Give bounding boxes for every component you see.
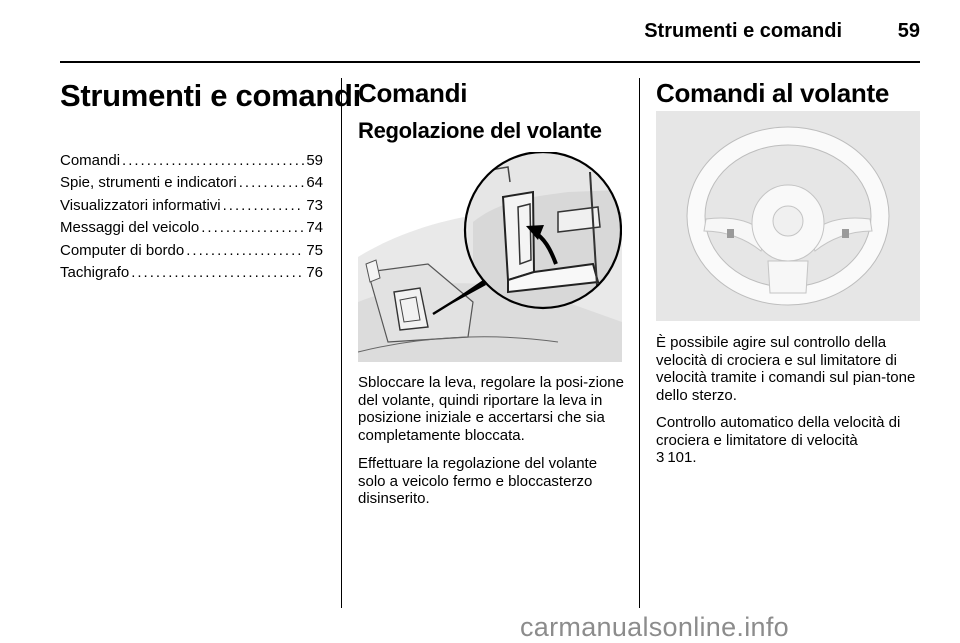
toc-entry[interactable] [60,195,323,217]
toc-entry[interactable] [60,262,323,284]
body-text: Controllo automatico della velocità di crociera e limitatore di velocità [656,414,901,449]
table-of-contents [60,150,323,284]
body-paragraph [656,414,922,467]
toc-entry[interactable] [60,217,323,239]
section-heading-steering-controls: Comandi al volante [656,78,889,108]
chapter-title: Strumenti e comandi [60,78,361,113]
toc-page: 73 [306,196,323,214]
toc-page: 75 [306,241,323,259]
toc-entry[interactable] [60,150,323,172]
toc-label: Messaggi del veicolo [60,219,200,237]
steering-wheel-icon [656,111,920,321]
page-number: 59 [897,20,920,42]
header-divider [60,61,920,63]
toc-leader [186,240,304,262]
subsection-heading-steering-adjust: Regolazione del volante [358,118,602,143]
toc-page: 64 [306,174,323,192]
body-paragraph: Sbloccare la leva, regolare la posi-zione del volante, quindi riportare la leva in posizione iniziale e accertarsi che sia completamente bloccata. [358,374,624,444]
column-divider-right [639,78,640,608]
toc-label: Comandi [60,152,121,169]
toc-page: 74 [306,219,323,237]
toc-label: Tachigrafo [60,264,130,282]
toc-label: Spie, strumenti e indicatori [60,174,237,192]
toc-label: Computer di bordo [60,241,185,259]
page-reference-link[interactable]: 101. [667,449,697,466]
body-paragraph: È possibile agire sul controllo della velocità di crociera e sul limitatore di velocità tramite i comandi sul pian-tone dello sterzo. [656,334,916,404]
toc-entry[interactable] [60,172,323,194]
watermark: carmanualsonline.info [520,612,789,642]
page-reference-symbol: 3 [656,449,665,466]
toc-page: 59 [306,152,323,169]
toc-leader [239,172,305,194]
column-divider-left [341,78,342,608]
toc-leader [223,195,305,217]
toc-leader [201,217,304,239]
toc-leader [131,262,304,284]
toc-leader [122,150,304,172]
steering-adjust-lever-icon [358,152,622,362]
body-paragraph: Effettuare la regolazione del volante solo a veicolo fermo e bloccasterzo disinserito. [358,455,598,507]
running-header-title: Strumenti e comandi [644,20,842,42]
toc-label: Visualizzatori informativi [60,196,221,214]
toc-entry[interactable] [60,240,323,262]
toc-page: 76 [306,264,323,282]
section-heading-comandi: Comandi [358,78,468,108]
